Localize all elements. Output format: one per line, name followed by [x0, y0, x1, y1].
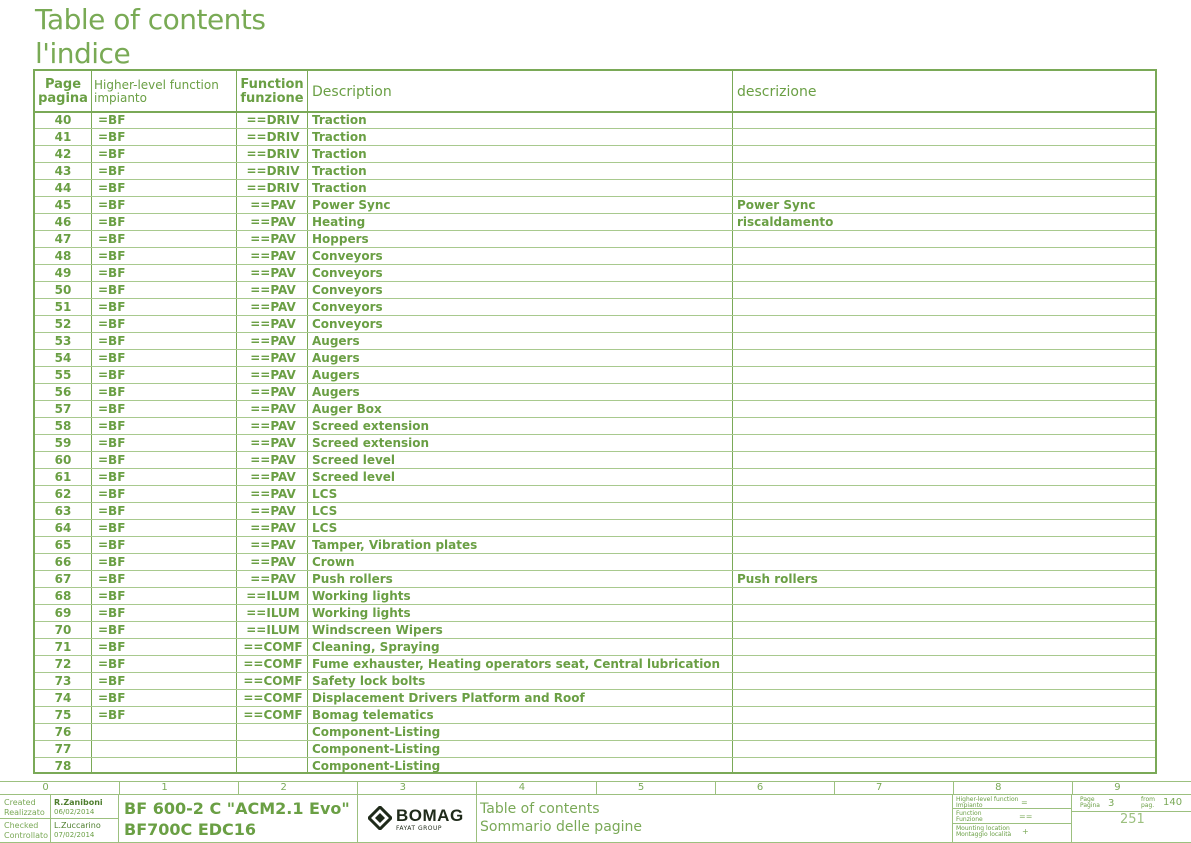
ruler-number: 5	[637, 782, 645, 793]
cell-description: Push rollers	[312, 572, 393, 586]
cell-description: Conveyors	[312, 249, 383, 263]
table-row	[35, 452, 1155, 469]
toc-table	[33, 69, 1157, 774]
table-row	[35, 656, 1155, 673]
table-row	[35, 112, 1155, 129]
tb-divider	[118, 795, 119, 842]
header-fn-it: funzione	[240, 91, 304, 106]
ruler-number: 0	[42, 782, 49, 793]
cell-function: ==COMF	[243, 674, 303, 688]
cell-descrizione: Power Sync	[737, 198, 816, 212]
ruler-divider	[834, 781, 835, 794]
table-row	[35, 248, 1155, 265]
cell-description: Auger Box	[312, 402, 382, 416]
hl-value: =	[1021, 798, 1028, 807]
cell-higher-level: =BF	[98, 453, 126, 467]
title-block	[0, 781, 1191, 843]
page-label-it: Pagina	[1080, 802, 1100, 809]
table-row	[35, 503, 1155, 520]
cell-page: 58	[54, 419, 72, 433]
table-row	[35, 282, 1155, 299]
table-row	[35, 367, 1155, 384]
table-row	[35, 758, 1155, 775]
cell-function: ==PAV	[250, 572, 296, 586]
header-description: Description	[312, 84, 392, 100]
cell-higher-level: =BF	[98, 555, 126, 569]
cell-higher-level: =BF	[98, 249, 126, 263]
total-pages: 140	[1163, 797, 1183, 808]
cell-page: 66	[54, 555, 72, 569]
table-row	[35, 231, 1155, 248]
cell-function: ==PAV	[250, 538, 296, 552]
cell-page: 62	[54, 487, 72, 501]
tb-divider	[952, 795, 953, 842]
cell-function: ==PAV	[250, 351, 296, 365]
page-label-en: Page	[1080, 796, 1095, 803]
cell-page: 68	[54, 589, 72, 603]
table-row	[35, 469, 1155, 486]
cell-page: 63	[54, 504, 72, 518]
fn-label-it: Funzione	[956, 816, 983, 823]
cell-page: 60	[54, 453, 72, 467]
cell-description: Cleaning, Spraying	[312, 640, 440, 654]
ruler-divider	[119, 781, 120, 794]
cell-page: 64	[54, 521, 72, 535]
ruler-number: 2	[280, 782, 287, 793]
cell-page: 40	[54, 113, 72, 127]
table-row	[35, 588, 1155, 605]
created-by: R.Zaniboni	[54, 798, 103, 807]
cell-description: Screed level	[312, 470, 396, 484]
table-row	[35, 520, 1155, 537]
hl-label-en: Higher-level function	[956, 796, 1019, 803]
cell-description: LCS	[312, 504, 338, 518]
cell-function: ==PAV	[250, 436, 296, 450]
cell-page: 54	[54, 351, 72, 365]
table-row	[35, 724, 1155, 741]
table-row	[35, 639, 1155, 656]
cell-page: 59	[54, 436, 72, 450]
cell-description: Windscreen Wipers	[312, 623, 443, 637]
ruler-divider	[596, 781, 597, 794]
mount-value: +	[1022, 827, 1029, 836]
fn-value: ==	[1019, 812, 1033, 821]
cell-page: 65	[54, 538, 72, 552]
tb-divider	[476, 795, 477, 842]
header-hl-it: impianto	[94, 91, 147, 105]
table-row	[35, 571, 1155, 588]
tb-divider	[357, 795, 358, 842]
cell-function: ==PAV	[250, 300, 296, 314]
logo-text: BOMAG	[396, 806, 464, 825]
cell-function: ==PAV	[250, 334, 296, 348]
ruler-number: 4	[518, 782, 526, 793]
table-row	[35, 265, 1155, 282]
tb-divider	[1071, 795, 1072, 842]
cell-higher-level: =BF	[98, 164, 126, 178]
cell-higher-level: =BF	[98, 572, 126, 586]
header-page	[35, 73, 91, 111]
from-label-it: pag.	[1141, 802, 1155, 809]
table-row	[35, 129, 1155, 146]
ruler-number: 8	[995, 782, 1002, 793]
table-row	[35, 418, 1155, 435]
cell-function: ==PAV	[250, 402, 296, 416]
header-page-it: pagina	[38, 91, 88, 106]
cell-function: ==PAV	[250, 215, 296, 229]
cell-description: Safety lock bolts	[312, 674, 426, 688]
cell-higher-level: =BF	[98, 317, 126, 331]
cell-page: 70	[54, 623, 72, 637]
cell-higher-level: =BF	[98, 691, 126, 705]
cell-function: ==PAV	[250, 385, 296, 399]
cell-higher-level: =BF	[98, 606, 126, 620]
mount-label-en: Mounting location	[956, 825, 1010, 832]
cell-higher-level: =BF	[98, 215, 126, 229]
cell-function: ==COMF	[243, 708, 303, 722]
cell-page: 42	[54, 147, 72, 161]
cell-description: Fume exhauster, Heating operators seat, Central lubrication	[312, 657, 721, 671]
table-row	[35, 741, 1155, 758]
hl-label-it: Impianto	[956, 802, 983, 809]
cell-description: LCS	[312, 487, 338, 501]
cell-function: ==PAV	[250, 521, 296, 535]
cell-function: ==PAV	[250, 504, 296, 518]
cell-description: Traction	[312, 181, 367, 195]
ruler-number: 3	[399, 782, 406, 793]
ruler-number: 6	[756, 782, 764, 793]
cell-higher-level: =BF	[98, 538, 126, 552]
cell-higher-level: =BF	[98, 521, 126, 535]
cell-page: 78	[54, 759, 72, 773]
table-row	[35, 333, 1155, 350]
cell-description: Hoppers	[312, 232, 369, 246]
ruler-divider	[357, 781, 358, 794]
cell-higher-level: =BF	[98, 640, 126, 654]
project-model: BF700C EDC16	[124, 820, 257, 839]
cell-higher-level: =BF	[98, 130, 126, 144]
cell-description: Heating	[312, 215, 366, 229]
cell-description: Augers	[312, 351, 360, 365]
cell-description: Power Sync	[312, 198, 391, 212]
table-row	[35, 401, 1155, 418]
cell-function: ==COMF	[243, 640, 303, 654]
header-page-en: Page	[44, 77, 82, 92]
tb-divider	[952, 823, 1071, 824]
cell-function: ==PAV	[250, 368, 296, 382]
cell-description: Bomag telematics	[312, 708, 434, 722]
table-row	[35, 707, 1155, 724]
cell-page: 50	[54, 283, 72, 297]
table-row	[35, 146, 1155, 163]
cell-function: ==PAV	[250, 232, 296, 246]
logo-subtitle: FAYAT GROUP	[396, 825, 442, 832]
cell-function: ==PAV	[250, 317, 296, 331]
created-date: 06/02/2014	[54, 808, 95, 816]
cell-page: 55	[54, 368, 72, 382]
checked-date: 07/02/2014	[54, 831, 95, 839]
cell-page: 73	[54, 674, 72, 688]
cell-page: 53	[54, 334, 72, 348]
table-row	[35, 316, 1155, 333]
table-row	[35, 384, 1155, 401]
cell-description: Conveyors	[312, 283, 383, 297]
cell-page: 45	[54, 198, 72, 212]
table-row	[35, 622, 1155, 639]
table-row	[35, 605, 1155, 622]
cell-higher-level: =BF	[98, 198, 126, 212]
cell-higher-level: =BF	[98, 589, 126, 603]
cell-function: ==PAV	[250, 453, 296, 467]
cell-page: 41	[54, 130, 72, 144]
cell-higher-level: =BF	[98, 708, 126, 722]
cell-function	[237, 724, 309, 740]
cell-description: Component-Listing	[312, 759, 441, 773]
cell-description: LCS	[312, 521, 338, 535]
cell-page: 56	[54, 385, 72, 399]
ruler-divider	[476, 781, 477, 794]
ruler-divider	[953, 781, 954, 794]
cell-function: ==COMF	[243, 657, 303, 671]
cell-page: 61	[54, 470, 72, 484]
cell-description: Augers	[312, 385, 360, 399]
cell-page: 57	[54, 402, 72, 416]
bomag-logo	[368, 805, 464, 835]
cell-function: ==PAV	[250, 470, 296, 484]
table-row	[35, 299, 1155, 316]
cell-function: ==PAV	[250, 555, 296, 569]
checked-by: L.Zuccarino	[54, 821, 101, 830]
cell-page: 46	[54, 215, 72, 229]
table-row	[35, 690, 1155, 707]
cell-page: 49	[54, 266, 72, 280]
cell-function: ==PAV	[250, 419, 296, 433]
cell-description: Working lights	[312, 589, 411, 603]
cell-description: Conveyors	[312, 266, 383, 280]
doc-title-en: Table of contents	[480, 801, 600, 817]
cell-higher-level: =BF	[98, 283, 126, 297]
cell-higher-level: =BF	[98, 232, 126, 246]
cell-description: Traction	[312, 147, 367, 161]
cell-higher-level: =BF	[98, 334, 126, 348]
cell-page: 77	[54, 742, 72, 756]
ruler-divider	[715, 781, 716, 794]
cell-higher-level: =BF	[98, 181, 126, 195]
page-title-italian: l'indice	[35, 37, 131, 70]
cell-page: 71	[54, 640, 72, 654]
header-function	[237, 73, 307, 111]
cell-description: Component-Listing	[312, 742, 441, 756]
cell-higher-level: =BF	[98, 487, 126, 501]
created-label-it: Realizzato	[4, 808, 45, 817]
cell-description: Conveyors	[312, 300, 383, 314]
cell-function: ==PAV	[250, 266, 296, 280]
from-label-en: from	[1141, 796, 1155, 803]
cell-function: ==COMF	[243, 691, 303, 705]
cell-description: Component-Listing	[312, 725, 441, 739]
ruler-number: 1	[161, 782, 168, 793]
cell-higher-level: =BF	[98, 266, 126, 280]
cell-higher-level: =BF	[98, 436, 126, 450]
cell-description: Displacement Drivers Platform and Roof	[312, 691, 585, 705]
cell-function: ==DRIV	[246, 147, 300, 161]
cell-description: Tamper, Vibration plates	[312, 538, 478, 552]
cell-higher-level: =BF	[98, 351, 126, 365]
table-row	[35, 180, 1155, 197]
cell-description: Screed extension	[312, 436, 430, 450]
cell-description: Conveyors	[312, 317, 383, 331]
cell-page: 43	[54, 164, 72, 178]
table-row	[35, 486, 1155, 503]
cell-higher-level: =BF	[98, 368, 126, 382]
table-row	[35, 214, 1155, 231]
doc-title-it: Sommario delle pagine	[480, 819, 643, 835]
cell-page: 51	[54, 300, 72, 314]
cell-higher-level: =BF	[98, 657, 126, 671]
cell-page: 75	[54, 708, 72, 722]
tb-divider	[0, 818, 118, 819]
cell-description: Traction	[312, 164, 367, 178]
cell-page: 52	[54, 317, 72, 331]
cell-function	[237, 741, 309, 757]
table-row	[35, 350, 1155, 367]
table-row	[35, 537, 1155, 554]
project-name: BF 600-2 C "ACM2.1 Evo"	[124, 799, 350, 818]
bomag-logo-icon	[368, 806, 392, 830]
cell-higher-level: =BF	[98, 402, 126, 416]
cell-function: ==DRIV	[246, 113, 300, 127]
cell-higher-level: =BF	[98, 623, 126, 637]
header-descrizione: descrizione	[737, 84, 817, 100]
cell-description: Traction	[312, 130, 367, 144]
table-row	[35, 554, 1155, 571]
page-number: 3	[1108, 798, 1115, 809]
cell-descrizione: riscaldamento	[737, 215, 834, 229]
cell-function: ==ILUM	[246, 623, 300, 637]
table-row	[35, 163, 1155, 180]
cell-higher-level: =BF	[98, 504, 126, 518]
cell-function	[237, 758, 309, 774]
cell-page: 69	[54, 606, 72, 620]
cell-page: 48	[54, 249, 72, 263]
cell-description: Traction	[312, 113, 367, 127]
checked-label-en: Checked	[4, 821, 39, 830]
cell-page: 47	[54, 232, 72, 246]
page-title: Table of contents	[35, 3, 266, 36]
table-row	[35, 435, 1155, 452]
cell-function: ==PAV	[250, 283, 296, 297]
fn-label-en: Function	[956, 810, 982, 817]
cell-function: ==PAV	[250, 198, 296, 212]
cell-description: Working lights	[312, 606, 411, 620]
doc-number: 251	[1120, 812, 1145, 827]
cell-higher-level: =BF	[98, 419, 126, 433]
cell-page: 76	[54, 725, 72, 739]
table-row	[35, 673, 1155, 690]
cell-descrizione: Push rollers	[737, 572, 818, 586]
header-hl-en: Higher-level function	[94, 78, 219, 92]
ruler-divider	[1072, 781, 1073, 794]
cell-page: 72	[54, 657, 72, 671]
header-fn-en: Function	[240, 77, 304, 92]
ruler-number: 9	[1114, 782, 1121, 793]
cell-function: ==PAV	[250, 249, 296, 263]
cell-description: Screed extension	[312, 419, 430, 433]
cell-function: ==DRIV	[246, 130, 300, 144]
cell-higher-level: =BF	[98, 300, 126, 314]
cell-higher-level: =BF	[98, 470, 126, 484]
header-higher-level	[94, 73, 234, 111]
cell-page: 44	[54, 181, 72, 195]
cell-higher-level: =BF	[98, 385, 126, 399]
cell-higher-level: =BF	[98, 147, 126, 161]
cell-page: 74	[54, 691, 72, 705]
toc-rows	[35, 112, 1155, 775]
mount-label-it: Montaggio località	[956, 831, 1012, 838]
cell-description: Augers	[312, 368, 360, 382]
cell-function: ==ILUM	[246, 589, 300, 603]
cell-description: Screed level	[312, 453, 396, 467]
table-row	[35, 197, 1155, 214]
cell-function: ==DRIV	[246, 181, 300, 195]
ruler-divider	[238, 781, 239, 794]
cell-function: ==DRIV	[246, 164, 300, 178]
cell-function: ==PAV	[250, 487, 296, 501]
created-label-en: Created	[4, 798, 36, 807]
cell-function: ==ILUM	[246, 606, 300, 620]
checked-label-it: Controllato	[4, 831, 49, 840]
cell-higher-level: =BF	[98, 113, 126, 127]
cell-higher-level: =BF	[98, 674, 126, 688]
ruler-line	[0, 794, 1191, 795]
cell-description: Augers	[312, 334, 360, 348]
cell-description: Crown	[312, 555, 355, 569]
cell-page: 67	[54, 572, 72, 586]
ruler-number: 7	[876, 782, 883, 793]
